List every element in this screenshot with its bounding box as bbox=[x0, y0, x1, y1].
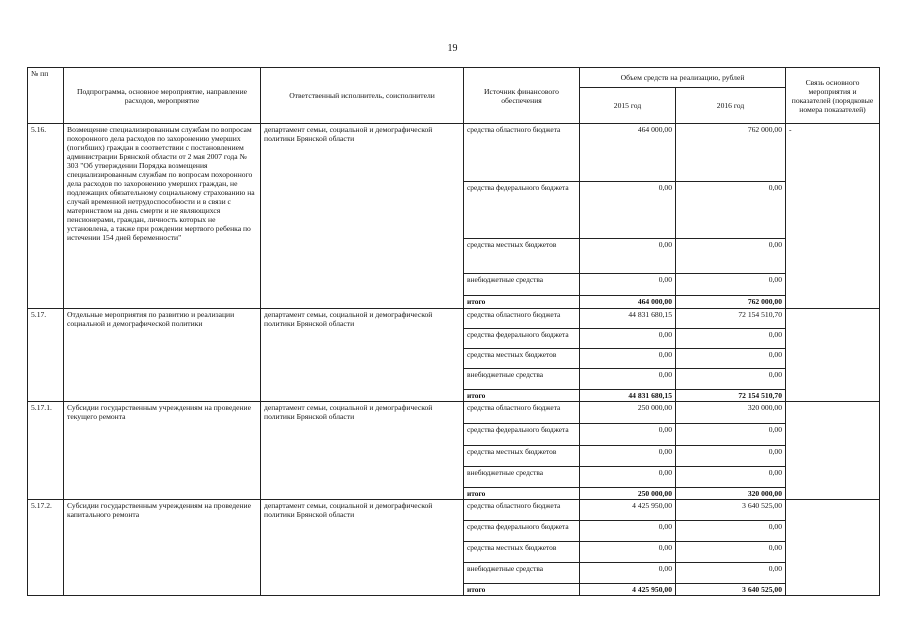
row-source: средства областного бюджета bbox=[464, 309, 580, 329]
row-source: средства федерального бюджета bbox=[464, 182, 580, 239]
row-executor: департамент семьи, социальной и демографической политики Брянской области bbox=[261, 402, 464, 500]
value-2015: 0,00 bbox=[580, 542, 676, 563]
row-number: 5.17.1. bbox=[28, 402, 64, 500]
value-2015: 4 425 950,00 bbox=[580, 584, 676, 596]
value-2015: 0,00 bbox=[580, 467, 676, 488]
value-2015: 464 000,00 bbox=[580, 124, 676, 182]
row-number: 5.17.2. bbox=[28, 500, 64, 596]
value-2016: 0,00 bbox=[676, 424, 786, 446]
row-number: 5.16. bbox=[28, 124, 64, 309]
value-2015: 0,00 bbox=[580, 563, 676, 584]
row-executor: департамент семьи, социальной и демографической политики Брянской области bbox=[261, 500, 464, 596]
header-name: Подпрограмма, основное мероприятие, направление расходов, мероприятие bbox=[64, 68, 261, 124]
row-source: внебюджетные средства bbox=[464, 369, 580, 390]
row-source: средства местных бюджетов bbox=[464, 239, 580, 274]
value-2016: 762 000,00 bbox=[676, 124, 786, 182]
value-2016: 72 154 510,70 bbox=[676, 390, 786, 402]
value-2016: 3 640 525,00 bbox=[676, 584, 786, 596]
value-2015: 0,00 bbox=[580, 274, 676, 296]
value-2015: 250 000,00 bbox=[580, 402, 676, 424]
value-2016: 0,00 bbox=[676, 239, 786, 274]
row-executor: департамент семьи, социальной и демографической политики Брянской области bbox=[261, 309, 464, 402]
value-2016: 0,00 bbox=[676, 329, 786, 349]
value-2016: 762 000,00 bbox=[676, 296, 786, 309]
page-number: 19 bbox=[447, 43, 458, 54]
value-2015: 0,00 bbox=[580, 424, 676, 446]
row-name: Субсидии государственным учреждениям на проведение капитального ремонта bbox=[64, 500, 261, 596]
header-year-2016: 2016 год bbox=[676, 88, 786, 124]
table-row bbox=[28, 309, 880, 329]
row-source: внебюджетные средства bbox=[464, 563, 580, 584]
header-num: № пп bbox=[28, 68, 64, 124]
header-volume: Объем средств на реализацию, рублей bbox=[580, 68, 786, 88]
row-source: средства местных бюджетов bbox=[464, 349, 580, 369]
header-source: Источник финансового обеспечения bbox=[464, 68, 580, 124]
row-name: Возмещение специализированным службам по вопросам похоронного дела расходов по захоронению умерших (погибших) граждан в соответствии с постановлением администрации Брянской области от 2 мая 2007 года № 303 "Об утверждении Порядка возмещения специализированным службам по вопросам похоронного дела расходов по захоронению умерших граждан, не подлежащих обязательному социальному страхованию на случай временной нетрудоспособности и в связи с материнством на день смерти и не являющихся пенсионерами, граждан, личность которых не установлена, а также при рождении мертвого ребенка по истечении 154 дней беременности" bbox=[64, 124, 261, 309]
value-2016: 0,00 bbox=[676, 563, 786, 584]
budget-table bbox=[27, 67, 880, 596]
row-source: средства федерального бюджета bbox=[464, 329, 580, 349]
row-name: Отдельные мероприятия по развитию и реализации социальной и демографической политики bbox=[64, 309, 261, 402]
table-body bbox=[28, 124, 880, 596]
value-2016: 0,00 bbox=[676, 467, 786, 488]
row-executor: департамент семьи, социальной и демографической политики Брянской области bbox=[261, 124, 464, 309]
header-link: Связь основного мероприятия и показателей (порядковые номера показателей) bbox=[786, 68, 880, 124]
row-number: 5.17. bbox=[28, 309, 64, 402]
row-source: средства областного бюджета bbox=[464, 500, 580, 521]
table-row bbox=[28, 402, 880, 424]
row-source: средства местных бюджетов bbox=[464, 542, 580, 563]
value-2016: 3 640 525,00 bbox=[676, 500, 786, 521]
header-year-2015: 2015 год bbox=[580, 88, 676, 124]
value-2015: 44 831 680,15 bbox=[580, 309, 676, 329]
row-source: итого bbox=[464, 488, 580, 500]
value-2016: 0,00 bbox=[676, 182, 786, 239]
row-source: внебюджетные средства bbox=[464, 467, 580, 488]
row-link bbox=[786, 309, 880, 402]
header-executor: Ответственный исполнитель, соисполнители bbox=[261, 68, 464, 124]
table-row bbox=[28, 124, 880, 182]
value-2016: 0,00 bbox=[676, 274, 786, 296]
table-row bbox=[28, 500, 880, 521]
row-source: итого bbox=[464, 296, 580, 309]
value-2015: 0,00 bbox=[580, 446, 676, 467]
value-2015: 44 831 680,15 bbox=[580, 390, 676, 402]
value-2015: 0,00 bbox=[580, 349, 676, 369]
value-2016: 320 000,00 bbox=[676, 488, 786, 500]
row-source: средства областного бюджета bbox=[464, 124, 580, 182]
value-2015: 250 000,00 bbox=[580, 488, 676, 500]
value-2016: 0,00 bbox=[676, 349, 786, 369]
row-source: внебюджетные средства bbox=[464, 274, 580, 296]
value-2015: 4 425 950,00 bbox=[580, 500, 676, 521]
row-source: средства федерального бюджета bbox=[464, 521, 580, 542]
value-2015: 0,00 bbox=[580, 182, 676, 239]
value-2015: 464 000,00 bbox=[580, 296, 676, 309]
row-link: - bbox=[786, 124, 880, 309]
row-source: средства федерального бюджета bbox=[464, 424, 580, 446]
value-2015: 0,00 bbox=[580, 239, 676, 274]
value-2016: 72 154 510,70 bbox=[676, 309, 786, 329]
value-2016: 320 000,00 bbox=[676, 402, 786, 424]
row-source: итого bbox=[464, 584, 580, 596]
row-source: итого bbox=[464, 390, 580, 402]
row-link bbox=[786, 500, 880, 596]
row-source: средства областного бюджета bbox=[464, 402, 580, 424]
value-2015: 0,00 bbox=[580, 329, 676, 349]
value-2015: 0,00 bbox=[580, 521, 676, 542]
value-2016: 0,00 bbox=[676, 521, 786, 542]
row-source: средства местных бюджетов bbox=[464, 446, 580, 467]
value-2016: 0,00 bbox=[676, 446, 786, 467]
row-name: Субсидии государственным учреждениям на проведение текущего ремонта bbox=[64, 402, 261, 500]
value-2016: 0,00 bbox=[676, 542, 786, 563]
row-link bbox=[786, 402, 880, 500]
value-2015: 0,00 bbox=[580, 369, 676, 390]
value-2016: 0,00 bbox=[676, 369, 786, 390]
